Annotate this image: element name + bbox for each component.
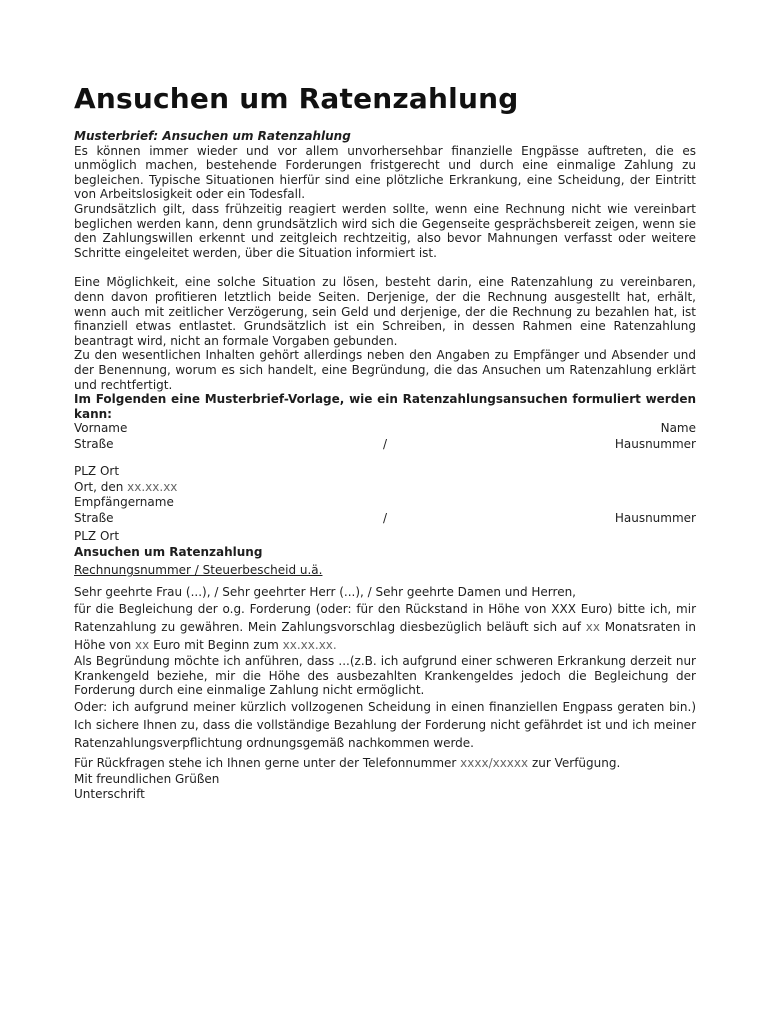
date-placeholder: xx.xx.xx [127, 479, 178, 494]
request-date: xx.xx.xx. [282, 638, 337, 653]
letter-body-alternative: Oder: ich aufgrund meiner kürzlich vollzogenen Scheidung in einen finanziellen Engpass geraten bin.) Ich sichere Ihnen zu, dass die vollständige Bezahlung der Forderung nicht gefährdet ist und ich meiner Ratenzahlungsverpflichtung ordnungsgemäß nachkommen werde. [74, 700, 696, 751]
sender-strasse: Straße [74, 436, 114, 451]
document-subtitle: Musterbrief: Ansuchen um Ratenzahlung [74, 129, 351, 143]
recipient-street-row [74, 511, 696, 527]
sender-street-row [74, 437, 696, 453]
sender-hausnummer: Hausnummer [614, 436, 696, 451]
recipient-strasse: Straße [74, 510, 114, 525]
recipient-slash: / [382, 510, 388, 525]
contents-paragraph: Zu den wesentlichen Inhalten gehört allerdings neben den Angaben zu Empfänger und Absender und der Benennung, worum es sich handelt, eine Begründung, die das Ansuchen um Ratenzahlung erklärt und rechtfertigt. [74, 348, 696, 392]
request-text-a: für die Begleichung der o.g. Forderung (oder: für den Rückstand in Höhe von XXX Euro) bitte ich, mir Ratenzahlung zu gewähren. Mein Zahlungsvorschlag diesbezüglich beläuft sich auf [74, 602, 696, 635]
template-intro: Im Folgenden eine Musterbrief-Vorlage, wie ein Ratenzahlungsansuchen formuliert werden kann: [74, 392, 696, 421]
letter-contact-line [74, 756, 696, 772]
sender-vorname: Vorname [74, 421, 128, 436]
recipient-plz-ort: PLZ Ort [74, 529, 120, 544]
letter-subject: Ansuchen um Ratenzahlung [74, 544, 263, 559]
document-page [74, 82, 696, 803]
sender-slash: / [382, 436, 388, 451]
phone-placeholder: xxxx/xxxxx [460, 756, 529, 771]
advice-paragraph: Grundsätzlich gilt, dass frühzeitig reagiert werden sollte, wenn eine Rechnung nicht wie vereinbart beglichen werden kann, denn grundsätzlich wird sich die Gegenseite gesprächsbereit zeigen, wenn sie den Zahlungswillen erkennt und zeitgleich rechtzeitig, also bevor Mahnungen verfasst oder weitere Schritte eingeleitet werden, über die Situation informiert ist. [74, 201, 696, 260]
recipient-block [74, 495, 696, 545]
letter-closing: Mit freundlichen Grüßen [74, 771, 220, 786]
sender-plz-ort: PLZ Ort [74, 464, 120, 479]
sender-name: Name [660, 421, 696, 436]
recipient-hausnummer: Hausnummer [614, 510, 696, 525]
letter-salutation: Sehr geehrte Frau (...), / Sehr geehrter Herr (...), / Sehr geehrte Damen und Herren, [74, 584, 576, 599]
contact-suffix: zur Verfügung. [531, 756, 621, 771]
intro-paragraph: Es können immer wieder und vor allem unvorhersehbar finanzielle Engpässe auftreten, die es unmöglich machen, bestehende Forderungen fristgerecht und durch eine einmalige Zahlung zu begleichen. Typische Situationen hierfür sind eine plötzliche Erkrankung, eine Scheidung, der Eintritt von Arbeitslosigkeit oder ein Todesfall. [74, 143, 696, 202]
date-line [74, 480, 696, 496]
request-xx-2: xx [135, 638, 150, 653]
request-text-b: Monatsraten in Höhe von [74, 620, 696, 653]
letter-body-request [74, 600, 696, 654]
solution-paragraph: Eine Möglichkeit, eine solche Situation zu lösen, besteht darin, eine Ratenzahlung zu vereinbaren, denn davon profitieren letztlich beide Seiten. Derjenige, der die Rechnung ausgestellt hat, erhält, wenn auch mit zeitlicher Verzögerung, sein Geld und derjenige, der die Rechnung zu bezahlen hat, ist finanziell etwas entlastet. Grundsätzlich ist ein Schreiben, in dessen Rahmen eine Ratenzahlung beantragt wird, nicht an formale Vorgaben gebunden. [74, 275, 696, 348]
sender-name-row [74, 421, 696, 437]
contact-prefix: Für Rückfragen stehe ich Ihnen gerne unter der Telefonnummer [74, 756, 457, 771]
letter-signature: Unterschrift [74, 787, 145, 802]
letter-body-reason: Als Begründung möchte ich anführen, dass ...(z.B. ich aufgrund einer schweren Erkrankung derzeit nur Krankengeld beziehe, mir die Höhe des ausbezahlten Krankengeldes jedoch die Begleichung der Forderung durch eine einmalige Zahlung nicht ermöglicht. [74, 654, 696, 698]
date-prefix: Ort, den [74, 479, 124, 494]
recipient-name: Empfängername [74, 495, 174, 510]
request-text-c: Euro mit Beginn zum [153, 638, 279, 653]
page-title: Ansuchen um Ratenzahlung [74, 82, 519, 115]
sender-block [74, 421, 696, 495]
request-xx-1: xx [585, 620, 600, 635]
letter-reference: Rechnungsnummer / Steuerbescheid u.ä. [74, 563, 323, 578]
